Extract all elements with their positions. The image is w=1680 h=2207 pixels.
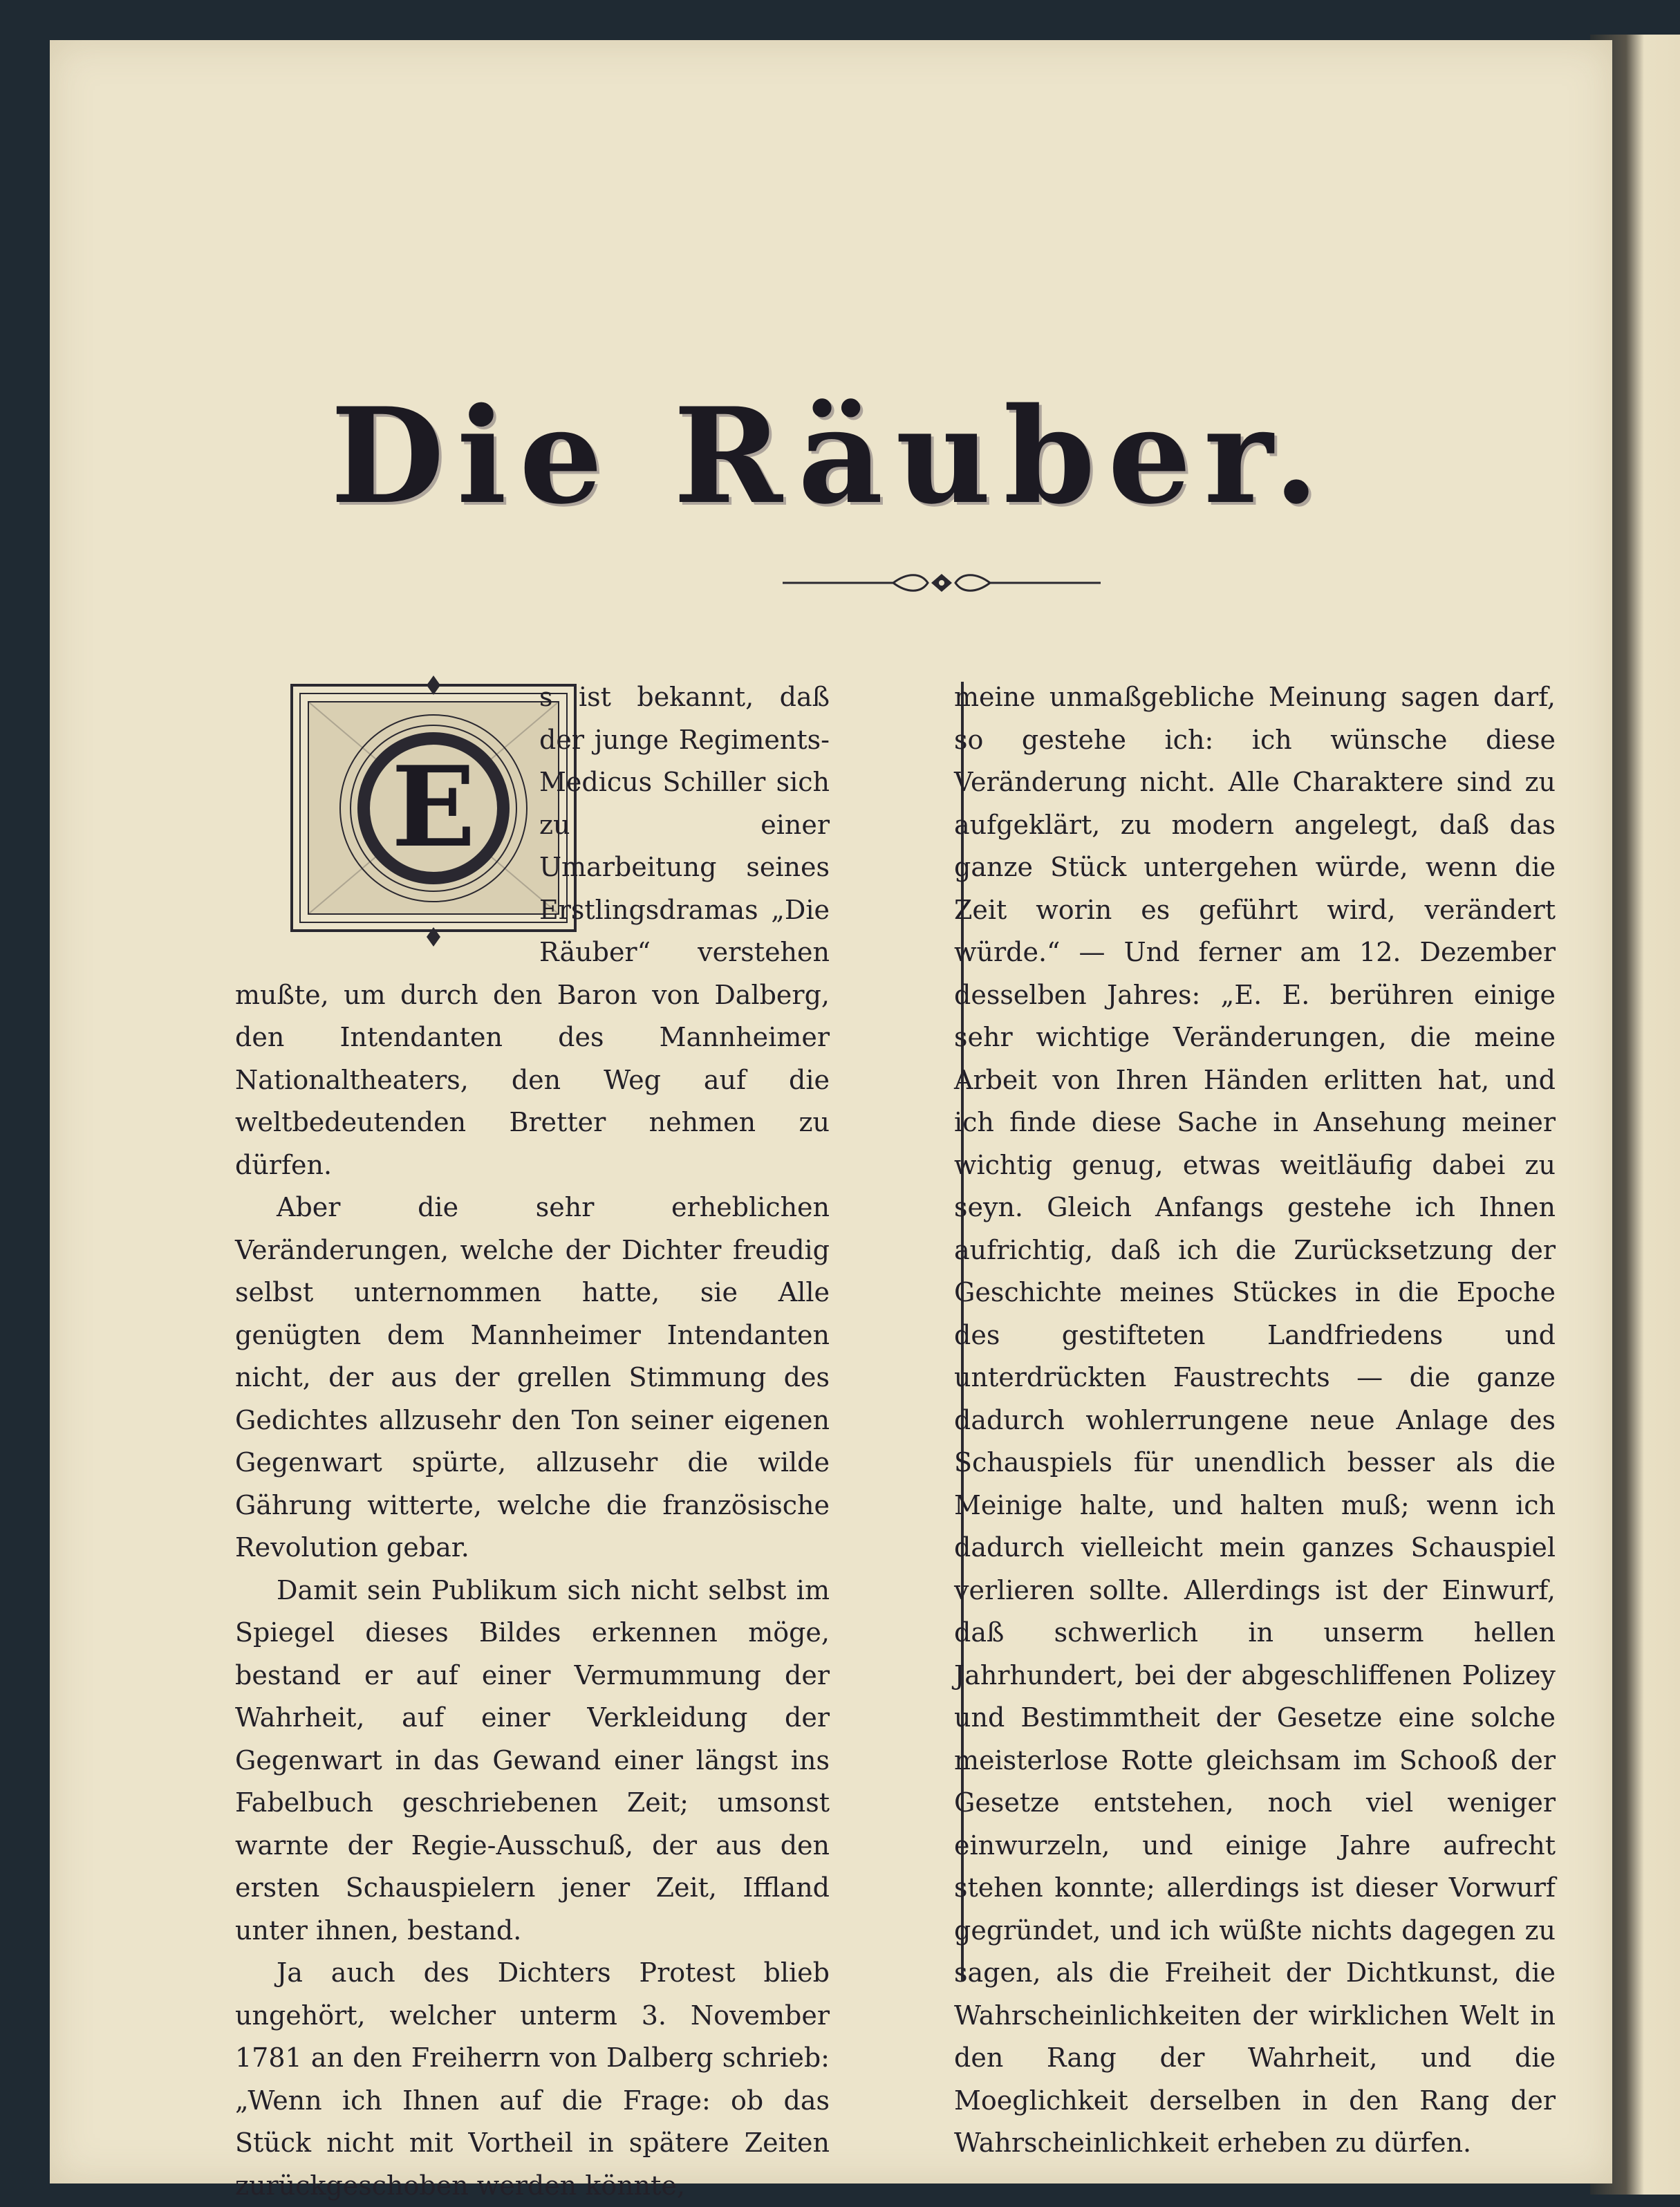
paragraph: s ist bekannt, daß der junge Regiments-Medicus Schiller sich zu einer Umarbeitung seines Erstlingsdramas „Die Räuber“ verstehen mußte, um durch den Baron von Dalberg, den Intendanten des Mannheimer Nationaltheaters, den Weg auf die weltbedeutenden Bretter nehmen zu dürfen. xyxy=(235,682,830,1180)
title-ornament-divider xyxy=(783,566,1101,600)
paragraph: Damit sein Publikum sich nicht selbst im Spiegel dieses Bildes erkennen möge, bestand er auf einer Vermummung der Wahrheit, auf einer Verkleidung der Gegenwart in das Gewand einer längst ins Fabelbuch geschriebenen Zeit; umsonst warnte der Regie-Ausschuß, der aus den ersten Schauspielern jener Zeit, Iffland unter ihnen, bestand. xyxy=(235,1574,830,1946)
paragraph: Aber die sehr erheblichen Veränderungen, welche der Dichter freudig selbst unternommen hatte, sie Alle genügten dem Mannheimer Intendanten nicht, der aus der grellen Stimmung des Gedichtes allzusehr den Ton seiner eigenen Gegenwart spürte, allzusehr die wilde Gährung witterte, welche die französische Revolution gebar. xyxy=(235,1192,830,1563)
book-page xyxy=(50,40,1612,2201)
left-text-column xyxy=(235,676,830,2207)
svg-text:E: E xyxy=(391,742,476,872)
initial-letter-space xyxy=(235,676,539,946)
paragraph: Ja auch des Dichters Protest blieb ungehört, welcher unterm 3. November 1781 an den Freiherrn von Dalberg schrieb: „Wenn ich Ihnen auf die Frage: ob das Stück nicht mit Vortheil in spätere Zeiten zurückgeschoben werden könnte, xyxy=(235,1957,830,2201)
paragraph: meine unmaßgebliche Meinung sagen darf, so gestehe ich: ich wünsche diese Veränderung nicht. Alle Charaktere sind zu aufgeklärt, zu modern angelegt, daß das ganze Stück untergehen würde, wenn die Zeit worin es geführt wird, verändert würde.“ — Und ferner am 12. Dezember desselben Jahres: „E. E. berühren einige sehr wichtige Veränderungen, die meine Arbeit von Ihren Händen erlitten hat, und ich finde diese Sache in Ansehung meiner wichtig genug, etwas weitläufig dabei zu seyn. Gleich Anfangs gestehe ich Ihnen aufrichtig, daß ich die Zurücksetzung der Geschichte meines Stückes in die Epoche des gestifteten Landfriedens und unterdrückten Faustrechts — die ganze dadurch wohlerrungene neue Anlage des Schauspiels für unendlich besser als die Meinige halte, und halten muß; wenn ich dadurch vielleicht mein ganzes Schauspiel verlieren sollte. Allerdings ist der Einwurf, daß schwerlich in unserm hellen Jahrhundert, bei der abgeschliffenen Polizey und Bestimmtheit der Gesetze eine solche meisterlose Rotte gleichsam im Schooß der Gesetze entstehen, noch viel weniger einwurzeln, und einige Jahre aufrecht stehen konnte; allerdings ist dieser Vorwurf gegründet, und ich wüßte nichts dagegen zu sagen, als die Freiheit der Dichtkunst, die Wahrscheinlichkeiten der wirklichen Welt in den Rang der Wahrheit, und die Moeglichkeit derselben in den Rang der Wahrscheinlichkeit erheben zu dürfen. xyxy=(954,682,1556,2158)
page-title: Die Räuber. xyxy=(330,379,1332,533)
right-text-column xyxy=(954,676,1556,2165)
